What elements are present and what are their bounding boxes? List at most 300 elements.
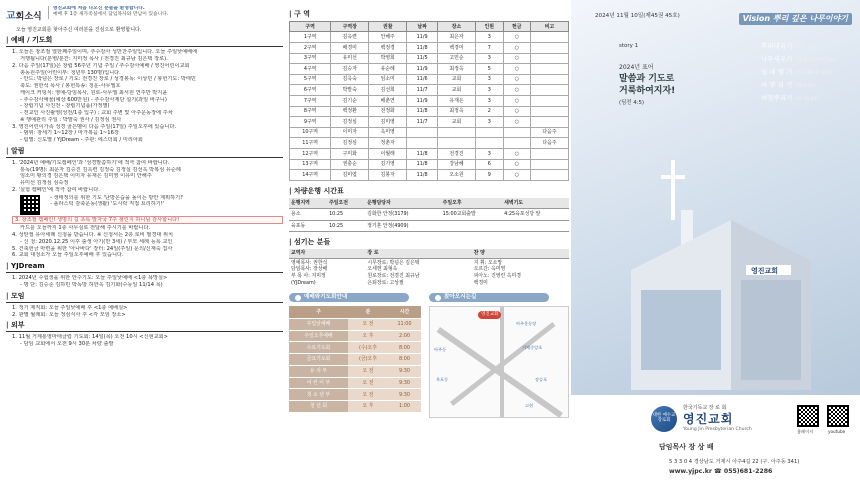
column-header: 구 <box>289 306 348 318</box>
news-section <box>6 321 283 348</box>
youtube-qr-icon[interactable] <box>827 405 849 427</box>
table-cell: 유순례 <box>369 64 407 75</box>
service-time: 11:00 <box>388 318 421 330</box>
news-line: 1. 오늘은 창조절 열한째주일이며, 추수감사 성만찬주일입니다. 오늘 주일낮예배에 <box>12 49 198 56</box>
news-line: 거행됩니다(분병/분잔: 지미정 목사 / 전경진 최규남 김은택 장로). <box>20 56 168 63</box>
table-row <box>290 74 569 85</box>
table-cell: 박영희 <box>369 53 407 64</box>
vision-step-label: 뿌리내리기 <box>761 42 793 50</box>
bullet-icon <box>435 295 441 301</box>
news-line: - 팀별: 신도별 / YJDream - 주관: 에스더회 / 미리아회 <box>20 137 143 144</box>
table-cell: 11/7 <box>407 117 438 128</box>
table-cell: 김미엽 <box>331 170 369 181</box>
table-cell: 9 <box>476 170 504 181</box>
news-line: 1. 정기 제직회: 오늘 주일낮예배 후 <1층 예배실> <box>12 304 128 311</box>
news-section <box>6 147 283 259</box>
table-cell: ○ <box>503 149 531 160</box>
cross-icon <box>661 175 685 179</box>
service-time: 9:30 <box>388 365 421 377</box>
motto: 말씀과 기도로 거룩하여지자! <box>619 74 676 97</box>
table-cell <box>438 127 476 138</box>
table-cell: 11구역 <box>290 138 331 149</box>
table-cell: 김기영 <box>369 159 407 170</box>
table-cell: 7구역 <box>290 96 331 107</box>
vision-badge: Vision 뿌리 깊은 나무이야기 <box>739 13 852 25</box>
table-cell: 고민순 <box>438 53 476 64</box>
server-line: 영예목사: 권한석 <box>291 259 328 266</box>
service-name: 주일낮예배 <box>289 318 348 330</box>
table-cell: 4:25육포성당 앞 <box>502 209 569 220</box>
table-cell <box>531 117 569 128</box>
table-cell <box>531 64 569 75</box>
table-cell: 김봉자 <box>369 170 407 181</box>
table-cell: 14구역 <box>290 170 331 181</box>
table-cell <box>441 220 503 231</box>
column-header: 주일오후 <box>441 198 503 209</box>
table-cell: 11/8 <box>407 106 438 117</box>
table-cell <box>531 149 569 160</box>
church-logo: 대한 예수교 장로회 한국기독교 장 로 회 영진교회 Young Jin Presbyterian Church <box>652 405 752 433</box>
table-row <box>290 149 569 160</box>
server-line: 지 휘: 오소망 <box>473 259 503 266</box>
table-row <box>290 43 569 54</box>
table-cell <box>531 85 569 96</box>
table-row <box>290 85 569 96</box>
server-line: 오세헌 최형옥 <box>367 266 398 273</box>
servers-elders <box>365 258 471 287</box>
news-line: 1. 11월 거제통영마태클럽 기도회: 14일(목) 오전 10시 <신현교회> <box>12 334 169 341</box>
news-line: 총동원주일(어린이부: 청년부 130명)입니다. <box>20 69 121 76</box>
table-cell: 7 <box>476 43 504 54</box>
service-period: 오 전 <box>348 365 388 377</box>
table-cell: ○ <box>503 159 531 170</box>
table-cell <box>407 127 438 138</box>
table-cell <box>531 96 569 107</box>
table-row <box>290 127 569 138</box>
table-cell: 전정화 <box>369 106 407 117</box>
news-line: - 명 단: 김승준 김하민 박독방 허한옥 김기화(수능일 11/14 목) <box>20 281 163 288</box>
table-cell: ○ <box>503 43 531 54</box>
column-header: 비고 <box>531 22 569 32</box>
website-phone[interactable]: www.yjpc.kr ☎ 055)681-2286 <box>669 468 773 475</box>
table-cell: ○ <box>503 96 531 107</box>
table-row <box>289 365 421 377</box>
welcome-note: 영진교회에 처음 나오신 분들을 환영합니다. 예배 후 1층 새가족실에서 담임목사와 만남이 있습니다. <box>48 6 169 19</box>
server-line: 피아노: 진영린 옥미경 <box>473 272 521 279</box>
table-cell: 11/9 <box>407 64 438 75</box>
service-period: (수)오후 <box>348 342 388 354</box>
server-line: (YJDream) <box>291 279 316 286</box>
senior-pastor: 담임목사 장 상 배 <box>659 443 714 451</box>
bus-title: | 차량운행 시간표 <box>289 187 569 196</box>
news-line: 통독(19명): 최운자 김승진 김옥련 김정숙 김정실 김선옥 박복심 유순례 <box>20 166 181 173</box>
service-time: 1:00 <box>388 401 421 413</box>
bus-table <box>289 198 569 232</box>
vision-step <box>761 53 834 66</box>
service-period: 오 전 <box>348 377 388 389</box>
table-cell: 교회 <box>438 85 476 96</box>
info-column <box>289 10 569 476</box>
column-header <box>388 306 421 318</box>
denomination-emblem: 대한 예수교 장로회 <box>651 406 677 432</box>
table-row <box>289 318 421 330</box>
table-cell <box>476 127 504 138</box>
table-cell <box>503 138 531 149</box>
table-cell: 5 <box>476 64 504 75</box>
service-time: 8:00 <box>388 342 421 354</box>
table-cell: 교회 <box>438 74 476 85</box>
vision-step-ref: (행 2:46 창 3:13) <box>795 70 833 76</box>
homepage-qr-caption: 홈페이지 <box>797 429 814 434</box>
column-header: 장 로 <box>365 249 471 258</box>
table-cell: 2 <box>476 106 504 117</box>
road <box>500 307 504 418</box>
table-cell: ○ <box>503 32 531 43</box>
table-row <box>290 106 569 117</box>
server-line: 담임목사: 장상배 <box>291 266 328 273</box>
table-cell: 이미자 <box>331 127 369 138</box>
story-label: story 1 <box>619 43 639 49</box>
header-part: 시 <box>399 308 405 315</box>
table-cell: 3 <box>476 149 504 160</box>
year-title: 2024년 표어 <box>619 64 654 71</box>
map <box>429 306 569 418</box>
table-row <box>290 138 569 149</box>
news-line: 5. 건축헌금 마련을 위한 '아나바다' 장터: 24일(주일) 문의/신재숙 집사 <box>12 245 173 252</box>
district-title: | 구 역 <box>289 10 569 19</box>
table-cell: 김옥련 <box>331 32 369 43</box>
table-cell: 11/7 <box>407 85 438 96</box>
table-cell: 김선희 <box>369 85 407 96</box>
table-cell: 8구역 <box>290 106 331 117</box>
news-line: - 추수감사예물(예상 600만원) - 추수감사제단 설기(과일 바구니) <box>20 96 167 103</box>
news-line: - 안드: 박넘은 장로 / 기도: 전경진 장로 / 성경봉독: 이상민 / 봉헌기도: 박태민 <box>20 76 196 83</box>
table-cell: 10구역 <box>290 127 331 138</box>
table-cell: 3 <box>476 96 504 107</box>
homepage-qr-icon[interactable] <box>797 405 819 427</box>
table-cell: 2구역 <box>290 43 331 54</box>
building-sign-text: 영진교회 <box>751 267 779 275</box>
news-line: 1. '2024년 예배/기도캠페인'과 '성경말씀하기'에 적극 참여 바랍니다. <box>12 159 170 166</box>
church-pin: 영진교회 <box>478 311 501 319</box>
servers-choir <box>472 258 569 287</box>
vision-step-label: 나무세우기 <box>761 54 793 63</box>
column-header: 운행지역 <box>289 198 327 209</box>
map-label: 옥포동 <box>436 377 449 383</box>
table-cell: 김기순 <box>331 96 369 107</box>
table-cell: ○ <box>503 85 531 96</box>
table-cell: 3 <box>476 32 504 43</box>
cover-column <box>571 0 860 481</box>
table-cell: 6 <box>476 159 504 170</box>
service-name: 주일오후예배 <box>289 330 348 342</box>
worship-table <box>289 306 421 413</box>
service-name: 청 소 년 부 <box>289 389 348 401</box>
news-section <box>6 36 283 144</box>
server-line: 원로장로: 전경진 최규남 <box>367 272 420 279</box>
news-line: 카드를 오늘까지 1층 사무실로 전달해 주시기를 바랍니다. <box>20 225 151 232</box>
table-cell: 정기혼 안정(4909) <box>365 220 441 231</box>
bottom-row <box>289 293 569 418</box>
footer <box>571 395 860 481</box>
map-label: 아주운동장 <box>516 321 537 327</box>
service-time: 8:00 <box>388 354 421 366</box>
table-cell: 10:25 <box>327 220 365 231</box>
table-cell: 배춘연 <box>369 96 407 107</box>
table-cell: 11/6 <box>407 74 438 85</box>
table-cell: 정춘자 <box>369 138 407 149</box>
table-cell: 권충순 <box>331 159 369 170</box>
server-line: 백경미 <box>473 279 488 286</box>
table-row <box>289 354 421 366</box>
table-cell: ○ <box>503 64 531 75</box>
table-cell: 3구역 <box>290 53 331 64</box>
table-cell: 1구역 <box>290 32 331 43</box>
table-cell: 3 <box>476 53 504 64</box>
table-cell <box>531 32 569 43</box>
table-cell: 김화한 안정(3179) <box>365 209 441 220</box>
news-line: 4. 성탄절 유아세례 신청을 받습니다. ※ 신청서는 2층 로비 필경대 위치 <box>12 232 174 239</box>
service-time: 9:30 <box>388 389 421 401</box>
table-row <box>290 32 569 43</box>
table-row <box>289 401 421 413</box>
news-line: - 신 청: 2020.12.25 이후 출생 아기(만 3세) / 부모 세례 등록 교인 <box>20 238 173 245</box>
table-cell: 12구역 <box>290 149 331 160</box>
table-cell: ○ <box>503 117 531 128</box>
service-period: 오 후 <box>348 401 388 413</box>
worship-heading: 예배와기도회안내 <box>289 293 409 302</box>
bullet-icon <box>295 295 301 301</box>
vision-step-ref: (마 28:20) <box>795 96 819 102</box>
news-line: - 전교인 사진촬영(성전/1층 입구) : 교회 주변 및 아주운동장에 주차 <box>20 110 173 117</box>
table-row <box>289 220 569 231</box>
news-line: 2. 다음 주일(17일)은 창립 56주년 기념 주일 / 추수감사예배 / 영진어린이교회 <box>12 62 190 69</box>
news-title: 교회소식 <box>6 11 42 22</box>
vision-step-ref: (딤전 4:5) <box>795 45 817 50</box>
news-line: 케이크 커팅식: 영예-당임목사, 원로-사무엘 최서원 연주반 박지윤 <box>20 89 168 96</box>
vision-steps <box>761 40 834 105</box>
map-label: 거제중앙초 <box>522 345 543 351</box>
vision-step-label: 씨앗뿌리기 <box>761 93 793 102</box>
table-cell: 4구역 <box>290 64 331 75</box>
table-cell: 전경진 <box>438 149 476 160</box>
table-row <box>289 377 421 389</box>
table-cell: ○ <box>503 170 531 181</box>
table-cell: 13구역 <box>290 159 331 170</box>
column-header: 교역자 <box>289 249 365 258</box>
service-name: 어 린 이 부 <box>289 377 348 389</box>
news-line: 6. 교회 대청소가 오늘 주일오후예배 후 있습니다. <box>12 252 124 259</box>
news-line: - 창립기념 사진전 - 창립기념품(가정별) <box>20 103 110 110</box>
table-cell: 11/9 <box>407 32 438 43</box>
table-cell: 유미선 <box>331 53 369 64</box>
service-name: 유 치 부 <box>289 365 348 377</box>
table-cell <box>531 74 569 85</box>
news-column <box>6 6 283 476</box>
table-cell: 11/8 <box>407 170 438 181</box>
table-cell: 3 <box>476 74 504 85</box>
service-time: 9:30 <box>388 377 421 389</box>
news-line: 2. 관별 월례회: 오늘 정심식사 후 <각 모임 장소> <box>12 311 126 318</box>
section-heading: | 모임 <box>6 292 283 303</box>
map-label: 고현 <box>525 403 534 409</box>
table-row <box>290 117 569 128</box>
table-cell: 교회 <box>438 117 476 128</box>
table-cell <box>531 159 569 170</box>
news-line: 축도: 권한석 목사 / 봉헌특송: 청운-사무엘호 <box>20 83 121 90</box>
section-heading: | YJDream <box>6 262 283 273</box>
table-row <box>290 64 569 75</box>
district-table <box>289 21 569 181</box>
news-line: - 담임 교회에서 오전 9시 30분 차량 출발 <box>20 341 114 348</box>
campaign-qr-icon <box>20 195 40 215</box>
vision-step-label: 씨 뿌 리 기 <box>761 80 793 89</box>
directions <box>429 293 569 418</box>
table-cell: 백정경 <box>369 43 407 54</box>
news-line: - 범위: 창세기 1~12장 / 마가복음 1~16장 <box>20 130 119 137</box>
table-cell: 백경미 <box>438 43 476 54</box>
table-cell: 백정환 <box>331 106 369 117</box>
table-cell: 용소 <box>289 209 327 220</box>
server-line: 오르간: 옥미영 <box>473 266 506 273</box>
table-cell: 임소미 <box>369 74 407 85</box>
service-name: 금요기도회 <box>289 354 348 366</box>
servers-ministers <box>289 258 365 287</box>
vision-step <box>761 66 834 79</box>
table-cell <box>407 138 438 149</box>
column-header: 인원 <box>476 22 504 32</box>
section-heading: | 외부 <box>6 321 283 332</box>
table-cell <box>531 170 569 181</box>
table-row <box>290 96 569 107</box>
table-cell: 다음주 <box>531 127 569 138</box>
service-period: (금)오후 <box>348 354 388 366</box>
youtube-qr-caption: youtube <box>828 429 846 434</box>
column-header: 구역장 <box>331 22 369 32</box>
table-row <box>289 330 421 342</box>
table-cell <box>531 43 569 54</box>
church-building-illustration <box>611 150 821 390</box>
service-period: 오 전 <box>348 389 388 401</box>
section-heading: | 예배 / 기도회 <box>6 36 283 47</box>
news-sections <box>6 36 283 348</box>
table-cell: 안해주 <box>369 32 407 43</box>
table-row <box>289 389 421 401</box>
vision-step <box>761 40 834 53</box>
vision-step <box>761 92 834 105</box>
table-cell: 유재은 <box>438 96 476 107</box>
table-row <box>289 342 421 354</box>
table-cell: 11/9 <box>407 96 438 107</box>
column-header: 분 <box>348 306 388 318</box>
service-time: 2:00 <box>388 330 421 342</box>
service-name: 청 년 회 <box>289 401 348 413</box>
column-header: 권찰 <box>369 22 407 32</box>
table-cell: 김승자 <box>331 64 369 75</box>
news-line: 1. 2024년 수험생을 위한 안수기도: 오늘 주일낮예배 <1층 욕망실> <box>12 275 168 282</box>
table-cell: 최정옥 <box>438 106 476 117</box>
table-cell: 11/5 <box>407 53 438 64</box>
table-row <box>289 306 421 318</box>
glass-facade <box>641 290 721 370</box>
table-cell: 박말숙 <box>331 85 369 96</box>
column-header: 날짜 <box>407 22 438 32</box>
table-cell: 11/8 <box>407 43 438 54</box>
server-line: 은퇴장로: 고상필 <box>367 279 404 286</box>
column-header: 찬 양 <box>472 249 569 258</box>
table-cell: 5구역 <box>290 74 331 85</box>
table-cell: 15:00교회출발 <box>441 209 503 220</box>
table-cell: 최은자 <box>438 32 476 43</box>
cover-art <box>571 0 860 395</box>
map-label: 아주동 <box>434 347 447 353</box>
cross-icon <box>671 160 675 220</box>
table-cell: 10:25 <box>327 209 365 220</box>
table-cell: 3 <box>476 117 504 128</box>
vision-step-label: 열 매 맺 기 <box>761 67 793 76</box>
news-line: 3. 영진어린이가족 성경 골든벨이 다음 주일(17일) 주일오후에 있습니다. <box>12 123 177 130</box>
welcome-line: 오늘 영진교회를 찾아주신 여러분을 진심으로 환영합니다. <box>16 26 142 33</box>
table-cell: 이월래 <box>369 149 407 160</box>
server-line: 시무장로: 박넘은 김은택 <box>367 259 420 266</box>
table-cell <box>438 138 476 149</box>
servers-title: | 섬기는 분들 <box>289 238 569 247</box>
table-cell <box>531 53 569 64</box>
table-cell: 오소원 <box>438 170 476 181</box>
table-cell: 김정심 <box>331 117 369 128</box>
map-heading: 찾아오시는길 <box>429 293 549 302</box>
campaign-lines <box>44 195 283 215</box>
table-cell: 육포동 <box>289 220 327 231</box>
table-cell: 옥미영 <box>369 127 407 138</box>
column-header: 구역 <box>290 22 331 32</box>
table-cell: ○ <box>503 53 531 64</box>
service-name: 수요기도회 <box>289 342 348 354</box>
table-cell: 3 <box>476 85 504 96</box>
campaign-row <box>6 195 283 215</box>
column-header: 새벽기도 <box>502 198 569 209</box>
service-period: 오 전 <box>348 318 388 330</box>
column-header: 헌금 <box>503 22 531 32</box>
table-cell: 강남혜 <box>438 159 476 170</box>
table-cell: 다음주 <box>531 138 569 149</box>
motto-verse: (딤전 4:5) <box>619 100 645 106</box>
column-header: 주일오전 <box>327 198 365 209</box>
table-cell: ○ <box>503 106 531 117</box>
table-cell: 11/8 <box>407 159 438 170</box>
table-cell <box>503 127 531 138</box>
news-section <box>6 262 283 289</box>
worship-schedule <box>289 293 421 418</box>
table-cell <box>531 106 569 117</box>
column-header: 운행담당자 <box>365 198 441 209</box>
table-cell: 11/8 <box>407 149 438 160</box>
table-cell: 김옥숙 <box>331 74 369 85</box>
servers-table <box>289 249 569 287</box>
issue-date: 2024년 11월 10일(제45권 45호) <box>595 13 680 19</box>
column-header: 장소 <box>438 22 476 32</box>
news-section <box>6 292 283 319</box>
server-line: 부 목 사: 지미정 <box>291 272 326 279</box>
table-cell: 6구역 <box>290 85 331 96</box>
service-period: 오 후 <box>348 330 388 342</box>
news-header <box>6 6 283 24</box>
table-row <box>290 53 569 64</box>
campaign-line: - 플라스틱 감축운동(생활) '도시락 직접 요리하기!' <box>50 201 165 208</box>
table-row <box>289 209 569 220</box>
table-cell: ○ <box>503 74 531 85</box>
building-wing <box>741 280 801 380</box>
